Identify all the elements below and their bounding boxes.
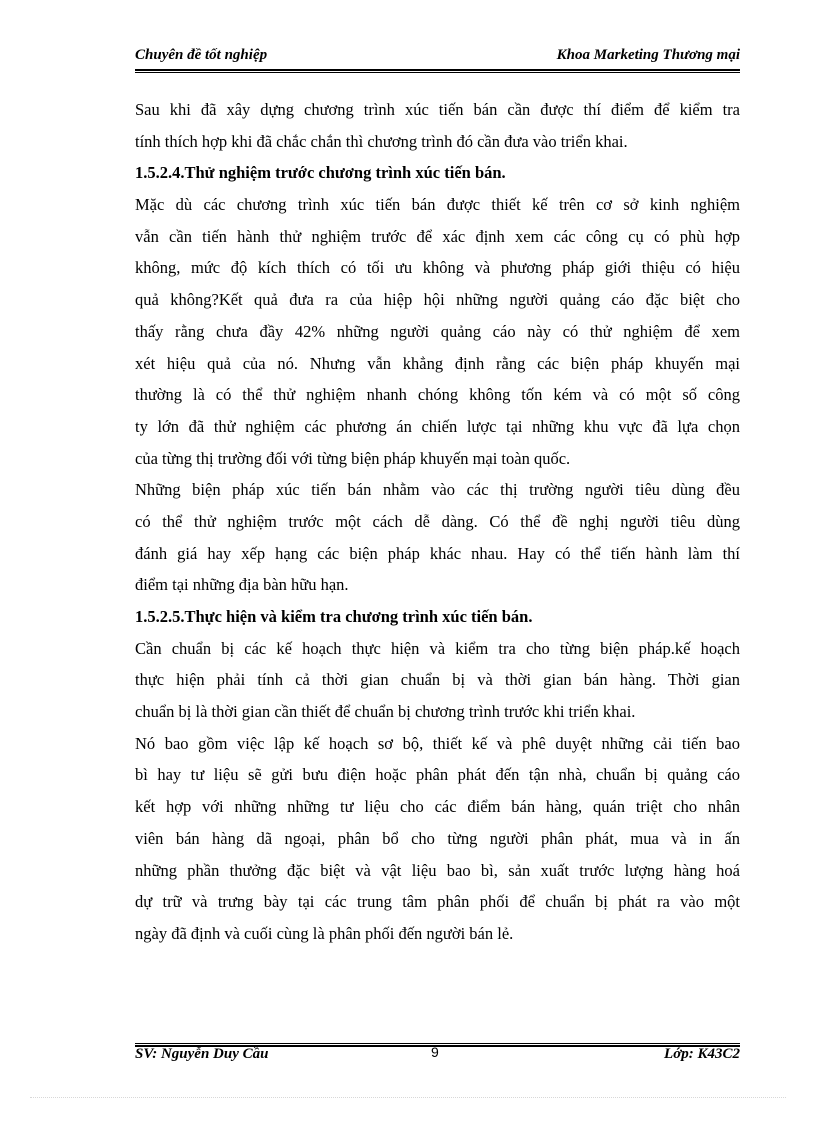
text-line: dự trữ và trưng bày tại các trung tâm phân phối để chuẩn bị phát ra vào một: [135, 892, 740, 912]
text-line: tính thích hợp khi đã chắc chắn thì chương trình đó cần đưa vào triển khai.: [135, 131, 628, 151]
text-line: thấy rằng chưa đầy 42% những người quảng cáo này có thử nghiệm để xem: [135, 321, 740, 341]
text-line: vẫn cần tiến hành thử nghiệm trước để xác định xem các công cụ có phù hợp: [135, 226, 740, 246]
page-header: [135, 47, 740, 69]
text-line: có thể thử nghiệm trước một cách dễ dàng. Có thể đề nghị người tiêu dùng: [135, 511, 740, 531]
text-line: Mặc dù các chương trình xúc tiến bán được thiết kế trên cơ sở kinh nghiệm: [135, 195, 740, 215]
text-line: không, mức độ kích thích có tối ưu không và phương pháp giới thiệu có hiệu: [135, 258, 740, 278]
header-rule: [135, 69, 740, 73]
text-line: kết hợp với những những tư liệu cho các điểm bán hàng, quán triệt cho nhân: [135, 797, 740, 817]
text-line: bì hay tư liệu sẽ gửi bưu điện hoặc phân phát đến tận nhà, chuẩn bị quảng cáo: [135, 765, 740, 785]
page-footer: [135, 1046, 740, 1068]
text-line: viên bán hàng dã ngoại, phân bổ cho từng người phân phát, mua và in ấn: [135, 828, 740, 848]
header-left-title: Chuyên đề tốt nghiệp: [135, 47, 268, 63]
page-number: 9: [431, 1044, 439, 1060]
page-bottom-edge: [30, 1097, 786, 1098]
text-line: chuẩn bị là thời gian cần thiết để chuẩn bị chương trình trước khi triển khai.: [135, 702, 636, 722]
text-line: xét hiệu quả của nó. Nhưng vẫn khẳng định rằng các biện pháp khuyến mại: [135, 353, 740, 373]
text-line: thường là có thể thử nghiệm nhanh chóng không tốn kém và có một số công: [135, 385, 740, 405]
document-body: [135, 94, 740, 950]
section-heading: 1.5.2.4.Thử nghiệm trước chương trình xúc tiến bán.: [135, 163, 506, 183]
text-line: điểm tại những địa bàn hữu hạn.: [135, 575, 349, 595]
text-line: Sau khi đã xây dựng chương trình xúc tiến bán cần được thí điểm để kiểm tra: [135, 100, 740, 119]
header-right-title: Khoa Marketing Thương mại: [556, 47, 740, 63]
footer-class: Lớp: K43C2: [664, 1046, 740, 1062]
text-line: Nó bao gồm việc lập kế hoạch sơ bộ, thiết kế và phê duyệt những cải tiến bao: [135, 733, 740, 753]
text-line: Những biện pháp xúc tiến bán nhằm vào các thị trường người tiêu dùng đều: [135, 480, 740, 500]
section-heading: 1.5.2.5.Thực hiện và kiểm tra chương trình xúc tiến bán.: [135, 607, 533, 626]
text-line: thực hiện phải tính cả thời gian chuẩn bị và thời gian bán hàng. Thời gian: [135, 670, 740, 690]
text-line: những phần thưởng đặc biệt và vật liệu bao bì, sản xuất trước lượng hàng hoá: [135, 860, 740, 880]
text-line: quả không?Kết quả đưa ra của hiệp hội những người quảng cáo đặc biệt cho: [135, 290, 740, 310]
text-line: đánh giá hay xếp hạng các biện pháp khác nhau. Hay có thể tiến hành làm thí: [135, 543, 740, 563]
text-line: ty lớn đã thử nghiệm các phương án chiến lược tại những khu vực đã lựa chọn: [135, 416, 740, 436]
footer-student-name: SV: Nguyễn Duy Cầu: [135, 1046, 269, 1062]
text-line: của từng thị trường đối với từng biện pháp khuyến mại toàn quốc.: [135, 448, 571, 468]
text-line: Cần chuẩn bị các kế hoạch thực hiện và kiểm tra cho từng biện pháp.kế hoạch: [135, 638, 740, 658]
text-line: ngày đã định và cuối cùng là phân phối đến người bán lẻ.: [135, 923, 514, 943]
